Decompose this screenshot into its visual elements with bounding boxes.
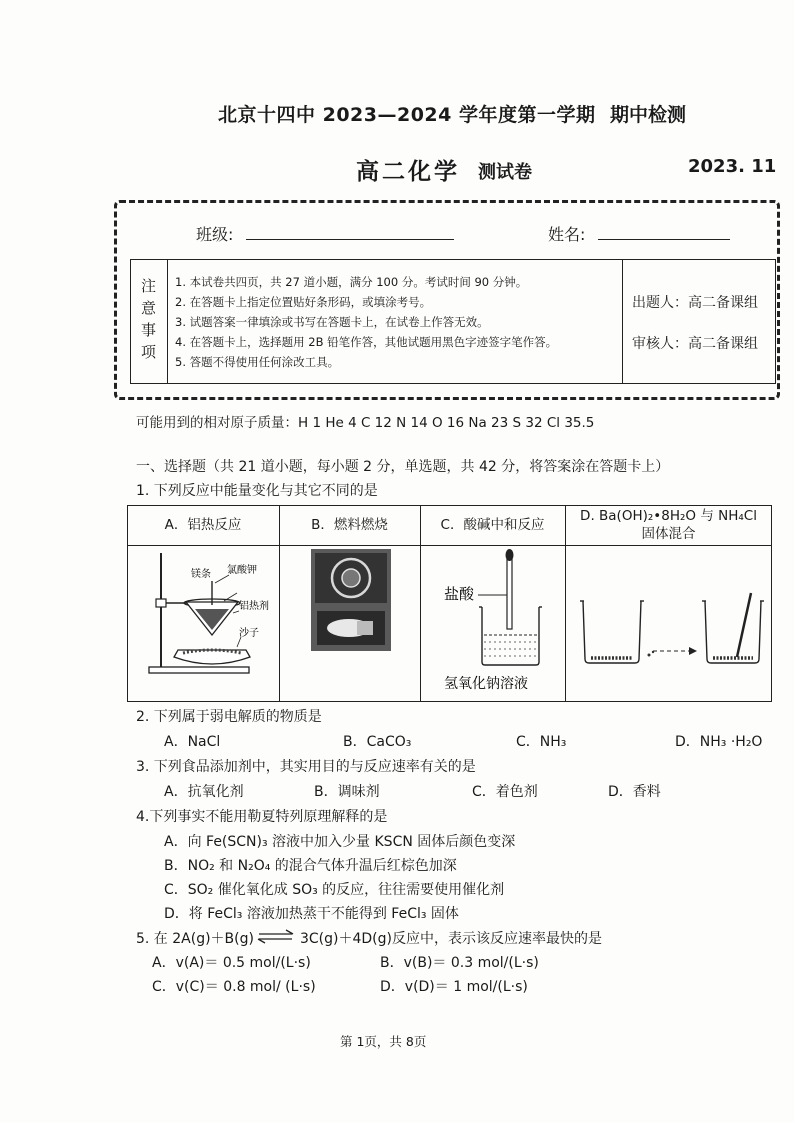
thermite-apparatus-figure	[129, 547, 277, 700]
beaker-1	[583, 601, 641, 663]
evaporating-dish	[174, 650, 250, 664]
question-reviewer: 审核人：高二备课组	[632, 336, 758, 352]
q5-option-b[interactable]: B．v(B)＝ 0.3 mol/(L·s)	[380, 955, 539, 971]
exam-date: 2023. 11	[688, 156, 777, 177]
q3-option-d[interactable]: D．香料	[608, 784, 661, 800]
notice-heading-char: 注	[140, 277, 156, 295]
class-label: 班级:	[196, 225, 234, 244]
q1-option-a[interactable]: A．铝热反应	[164, 517, 242, 533]
flame-icon	[342, 569, 360, 587]
dropper-bulb	[506, 549, 514, 561]
label-thermite: 铝热剂	[239, 601, 269, 612]
q3-option-c[interactable]: C．着色剂	[472, 784, 538, 800]
notice-heading-char: 项	[140, 343, 156, 361]
page-footer: 第 1页，共 8页	[340, 1034, 427, 1049]
acid-base-figure	[422, 547, 564, 700]
exam-type: 期中检测	[610, 104, 687, 126]
label-sodium-hydroxide: 氢氧化钠溶液	[444, 676, 528, 692]
notice-heading	[130, 259, 168, 384]
q1-option-b[interactable]: B．燃料燃烧	[311, 517, 388, 533]
arrow-right-icon	[689, 647, 697, 655]
q5-option-c[interactable]: C．v(C)＝ 0.8 mol/ (L·s)	[152, 979, 316, 995]
question-5-stem-left: 5. 在 2A(g)＋B(g)	[136, 931, 254, 947]
powder-grain	[648, 654, 651, 657]
label-magnesium: 镁条	[191, 569, 211, 580]
q4-option-b[interactable]: B．NO₂ 和 N₂O₄ 的混合气体升温后红棕色加深	[164, 858, 457, 874]
subject-title: 高二化学	[356, 159, 460, 185]
glass-rod	[737, 593, 751, 657]
name-field[interactable]	[598, 238, 730, 240]
pointer-line	[215, 575, 229, 583]
q4-option-a[interactable]: A．向 Fe(SCN)₃ 溶液中加入少量 KSCN 固体后颜色变深	[164, 834, 516, 850]
beaker-2	[705, 601, 761, 663]
question-5-stem-right: 3C(g)＋4D(g)反应中，表示该反应速率最快的是	[300, 931, 602, 947]
q1-option-d[interactable]	[565, 505, 772, 545]
q4-option-c[interactable]: C．SO₂ 催化氧化成 SO₃ 的反应，往往需要使用催化剂	[164, 882, 505, 898]
q2-option-a[interactable]: A．NaCl	[164, 734, 221, 750]
q1-option-c[interactable]: C．酸碱中和反应	[440, 517, 545, 533]
class-field[interactable]	[246, 238, 454, 240]
notice-item: 4. 在答题卡上，选择题用 2B 铅笔作答，其他试题用黑色字迹签字笔作答。	[175, 335, 558, 349]
q2-option-c[interactable]: C．NH₃	[516, 734, 567, 750]
valve	[357, 621, 373, 635]
label-hydrochloric-acid: 盐酸	[444, 585, 475, 603]
q3-option-b[interactable]: B．调味剂	[314, 784, 380, 800]
q4-option-d[interactable]: D．将 FeCl₃ 溶液加热蒸干不能得到 FeCl₃ 固体	[164, 906, 459, 922]
q5-option-a[interactable]: A．v(A)＝ 0.5 mol/(L·s)	[152, 955, 311, 971]
notice-item: 5. 答题不得使用任何涂改工具。	[175, 355, 340, 369]
q3-option-a[interactable]: A．抗氧化剂	[164, 784, 244, 800]
notice-divider	[622, 259, 624, 384]
label-sand: 沙子	[239, 628, 259, 639]
name-label: 姓名:	[548, 225, 586, 244]
question-setter: 出题人：高二备课组	[632, 295, 758, 311]
notice-item: 2. 在答题卡上指定位置贴好条形码，或填涂考号。	[175, 295, 432, 309]
equilibrium-arrows-icon	[256, 927, 296, 947]
notice-item: 1. 本试卷共四页，共 27 道小题，满分 100 分。考试时间 90 分钟。	[175, 275, 528, 289]
paper-label: 测试卷	[478, 162, 532, 183]
label-potassium-chlorate: 氯酸钾	[227, 565, 257, 576]
q2-option-d[interactable]: D．NH₃ ·H₂O	[675, 734, 763, 750]
notice-heading-char: 事	[140, 321, 156, 339]
q2-option-b[interactable]: B．CaCO₃	[343, 734, 412, 750]
question-1-stem: 1. 下列反应中能量变化与其它不同的是	[136, 483, 378, 499]
dropper	[507, 555, 512, 629]
atomic-mass-reference: 可能用到的相对原子质量：H 1 He 4 C 12 N 14 O 16 Na 23 S 32 Cl 35.5	[136, 415, 595, 431]
q1-option-d-line2: 固体混合	[641, 526, 696, 542]
q5-option-d[interactable]: D．v(D)＝ 1 mol/(L·s)	[380, 979, 528, 995]
q1-option-d-line1: D. Ba(OH)₂•8H₂O 与 NH₄Cl	[580, 508, 757, 524]
exam-title: 北京十四中 2023—2024 学年度第一学期	[218, 104, 596, 126]
question-4-stem: 4.下列事实不能用勒夏特列原理解释的是	[136, 809, 388, 825]
section-heading: 一、选择题（共 21 道小题，每小题 2 分，单选题，共 42 分，将答案涂在答题卡上）	[136, 459, 670, 475]
question-2-stem: 2. 下列属于弱电解质的物质是	[136, 709, 322, 725]
clamp	[156, 599, 166, 607]
stand-base	[149, 667, 249, 673]
ba-oh-nh4cl-figure	[567, 547, 770, 700]
notice-item: 3. 试题答案一律填涂或书写在答题卡上，在试卷上作答无效。	[175, 315, 489, 329]
notice-heading-char: 意	[140, 299, 156, 317]
fuel-burning-figure	[311, 549, 391, 651]
question-3-stem: 3. 下列食品添加剂中，其实用目的与反应速率有关的是	[136, 759, 476, 775]
